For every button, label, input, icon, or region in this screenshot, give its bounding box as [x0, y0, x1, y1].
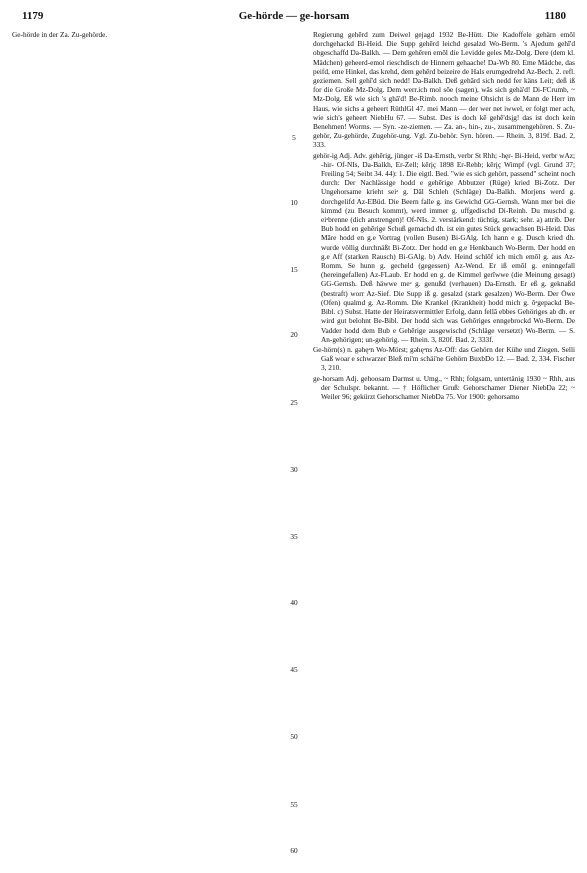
line-number: 35	[290, 532, 298, 541]
line-number: 45	[290, 665, 298, 674]
line-number: 40	[290, 598, 298, 607]
line-number: 30	[290, 465, 298, 474]
line-number: 15	[290, 265, 298, 274]
line-number: 50	[290, 732, 298, 741]
entry-ge-hoerde: Ge-hörde in der Za. Zu-gehörde.	[12, 30, 108, 39]
page-header	[22, 10, 566, 26]
line-number: 10	[290, 198, 298, 207]
line-number: 60	[290, 846, 298, 855]
left-column	[12, 30, 274, 866]
entry-ge-hoern: Ge-hörn(s) n. gəhęᵊn Wo-Mörst; gəhęᵊns Az-Off: das Gehörn der Kühe und Ziegen. Selli Gaß woar e schwarzer Bleß mi'm schäi'ne Gehörn BuxbDo 12. — Bad. 2, 334. Fischer 3, 210.	[313, 344, 575, 373]
line-number: 5	[292, 133, 296, 142]
entry-ge-horsam: ge-horsam Adj. gehoosam Darmst u. Umg., ~ Rhh; folgsam, untertänig 1930 ~ Rhh, aus der Schulspr. bekannt. — † Höflicher Gruß: Gehorschamer Diener NiebDa 22; ~ Weiler 96; gekürzt Gehorschamer NiebDa 75. Vor 1900: gehorsamo	[313, 373, 575, 401]
line-number: 20	[290, 330, 298, 339]
running-title: Ge-hörde — ge-horsam	[238, 10, 350, 22]
entry-gehoerig: gehör-ig Adj. Adv. gehērig, jünger -iš Da-Ernsth, verbr St Rhh; -hęr- Bi-Heid, verbr wAz; -hir- Of-NIs, Da-Balkh, Er-Zell; kērįç 1898 Er-Rehb; kērįç Wimpf (vgl. Grund 37; Freiling 54; Seibt 34. 44): 1. Die eigtl. Bed. "wie es sich gehört, passend" scheint noch durch: Der Nachlässige hodd e gehērige Abbutzer (Rüge) kried Bi-Zotz. Der Ungehorsame krieht seiᵊ g. Dāl Schleh (Schläge) Da-Balkh. Morjens werd g. dorchgelifd Az-EBüd. Die Beern falle g. ins Gewichd GG-Gernsh. Wann mer bei die kimmd (zu Besuch kommt), werd immer g. uffgedischd Di-Reinh. Du muschd g. eiᵊbrenne (dich anstrengen)! Of-NIs. 2. verstärkend: tüchtig, stark; sehr. a) attrib. Der Bub hodd en gehērige Schuß gemachd dh. ist ein gutes Stück gewachsen Bi-Heid. Das Māre hodd en g.e Vortrag (vollen Busen) Bi-GAlg. Ich hann e g. Dusch kried dh. wurde völlig durchnäßt Bi-Zotz. Der hodd en g.e Henkbauch Wo-Berm. Der hodd en g.e Aff (starken Rausch) Bi-GAlg. b) Adv. Heind schlōf ich mich emōl g. aus Az-Romm. Se hunn g. gecheld (gegessen) Az-Wend. Er iß emōl g. eninngefall (hereingefallen) Az-FLaub. Er hodd en g. de Kimmel gerīwwe (die Meinung gesagt) GG-Gernsh. Deß häwwe meᵊ g. genußd (verhauen) Da-Ernsth. Er eß g. geknaßd (bestraft) worr Az-Sief. Die Supp iß g. gesalzd (stark gesalzen) Wo-Berm. Der Öwe (Ofen) qualmd g. Az-Romm. Die Krankel (Krankheit) hodd mich g. ōᵊgepackd Be-Bibl. c) Subst. Hatte der Heiratsvermittler Erfolg, dann fellā ebbes Gehöriges ab dh. er wird gut belohnt Be-Bibl. Der hodd sich was Gehōriges enngebrockd Wo-Berm. De Vadder hodd dem Bub e Gehērige ausgewischd (Schläge versetzt) Wo-Berm. — S. An-gehörigen; un-gehörig. — Rhein. 3, 820f. Bad. 2, 333f.	[313, 150, 575, 344]
entry-continuation: Regierung gehērd zum Deiwel gejagd 1932 Be-Hütt. Die Kadoffele gehärn emōl dorchgehackd Bi-Heid. Die Supp gehērd leichd gesalzd Wo-Berm. 's Ajedum gehī'd obgeschaffd Da-Balkh. — Dem gehēren emōl die Levidde geles Mz-Dolg. Dere (dem kl. Mädchen) geheerd-emol rieschdisch de Hinnern gehaache! Da-Wb 80. Eme Mädche, das peifd, eme Hinkel, das krehd, dem gehērd beizeire de Hals erumgedrehd Az-Bech. 2. refl. geziemen. Sell gehī'd sich nedd! Da-Balkh. Deß gehārd sich nedd fer käns Leit; deß iß for die Große Mz-Dolg. Dem werr.ich mol sōe (sagen), wās sich gehä'd! Di-FCrumb, ~ Mz-Dolg. Eß wie sich 's ghā'd! Be-Rimb. nooch meine Ohsicht is de Mann de Herr im Haus, wie sichs a geheert RüthlGl 47. mei Mann — der wer net iwwel, er folgt mer ach, wie sich's geheert NiebHu 67. — Subst. Des is doch kē gehē'dsįg! das ist doch kein Benehmen! Worms. — Syn. -ze-ziemen. — Za. an-, hin-, zu-, zusammengehören. S. Zu-gehör, Zu-gehörde, Zugehör-ung. Vgl. Zu-behör. Syn. hören. — Rhein. 3, 819f. Bad. 2, 333.	[313, 30, 575, 150]
page-number-right: 1180	[544, 10, 566, 22]
line-number: 55	[290, 800, 298, 809]
right-column	[313, 30, 575, 866]
page-number-left: 1179	[22, 10, 44, 22]
line-number: 25	[290, 398, 298, 407]
